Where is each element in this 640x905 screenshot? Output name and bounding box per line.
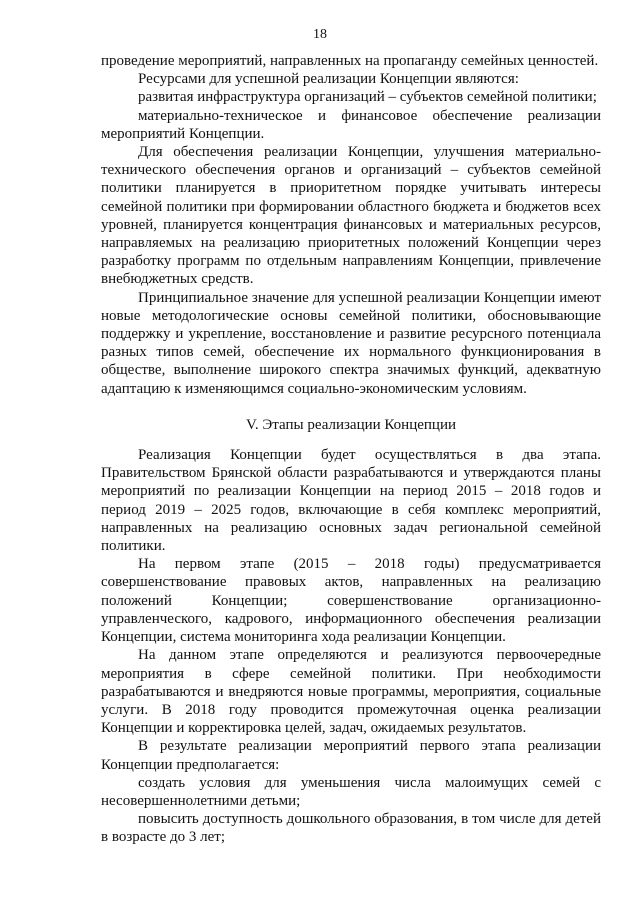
paragraph: Реализация Концепции будет осуществляться в два этапа. Правительством Брянской области разрабатываются и утверждаются планы мероприятий по реализации Концепции на период 2015 – 2018 годов и период 2019 – 2025 годов, включающие в себя комплекс мероприятий, направленных на реализацию основных задач региональной семейной политики. [101,447,601,555]
paragraph: Для обеспечения реализации Концепции, улучшения материально-технического обеспечения органов и организаций – субъектов семейной политики планируется в приоритетном порядке учитывать интересы семейной политики при формировании областного бюджета и бюджетов всех уровней, планируется концентрация финансовых и материальных ресурсов, направляемых на реализацию приоритетных положений Концепции через разработку программ по отдельным направлениям Концепции, привлечение внебюджетных средств. [101,144,601,288]
paragraph: проведение мероприятий, направленных на пропаганду семейных ценностей. [101,53,599,69]
page-content [101,52,601,847]
paragraph: Ресурсами для успешной реализации Концепции являются: [138,71,519,88]
paragraph: создать условия для уменьшения числа малоимущих семей с несовершеннолетними детьми; [101,774,601,809]
paragraphs-before-heading [101,52,601,398]
paragraph: В результате реализации мероприятий первого этапа реализации Концепции предполагается: [101,738,601,773]
paragraph: материально-техническое и финансовое обеспечение реализации мероприятий Концепции. [101,107,601,142]
paragraph: На первом этапе (2015 – 2018 годы) предусматривается совершенствование правовых актов, направленных на реализацию положений Концепции; совершенствование организационно-управленческого, кадрового, информационного обеспечения реализации Концепции, система мониторинга хода реализации Концепции. [101,556,601,646]
paragraphs-after-heading [101,446,601,846]
paragraph: На данном этапе определяются и реализуются первоочередные мероприятия в сфере семейной политики. При необходимости разрабатываются и внедряются новые программы, мероприятия, социальные услуги. В 2018 году проводится промежуточная оценка реализации Концепции и корректировка целей, задач, ожидаемых результатов. [101,647,601,737]
paragraph: Принципиальное значение для успешной реализации Концепции имеют новые методологические основы семейной политики, обосновывающие поддержку и укрепление, восстановление и развитие ресурсного потенциала разных типов семей, обеспечение их нормального функционирования в обществе, выполнение широкого спектра значимых функций, адекватную адаптацию к изменяющимся социально-экономическим условиям. [101,289,601,397]
paragraph: повысить доступность дошкольного образования, в том числе для детей в возрасте до 3 лет; [101,811,601,846]
paragraph: развитая инфраструктура организаций – субъектов семейной политики; [138,89,597,106]
page-number: 18 [313,27,327,42]
section-heading: V. Этапы реализации Концепции [246,416,456,433]
